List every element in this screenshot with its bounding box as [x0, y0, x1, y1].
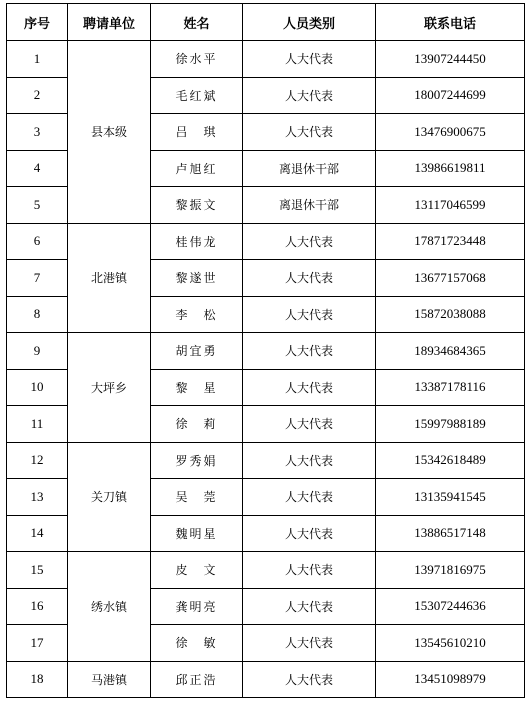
cell-category: 人大代表 [243, 515, 376, 552]
cell-index: 7 [7, 260, 68, 297]
cell-phone: 18007244699 [376, 77, 525, 114]
cell-phone: 13135941545 [376, 479, 525, 516]
cell-category: 人大代表 [243, 406, 376, 443]
header-index: 序号 [7, 4, 68, 41]
cell-phone: 13907244450 [376, 41, 525, 78]
header-unit: 聘请单位 [68, 4, 151, 41]
cell-index: 4 [7, 150, 68, 187]
cell-name: 吕 琪 [151, 114, 243, 151]
cell-index: 9 [7, 333, 68, 370]
cell-category: 人大代表 [243, 41, 376, 78]
cell-phone: 15872038088 [376, 296, 525, 333]
cell-category: 人大代表 [243, 296, 376, 333]
cell-name: 皮 文 [151, 552, 243, 589]
cell-index: 8 [7, 296, 68, 333]
cell-category: 人大代表 [243, 588, 376, 625]
cell-phone: 13451098979 [376, 661, 525, 698]
cell-category: 人大代表 [243, 552, 376, 589]
cell-category: 离退休干部 [243, 150, 376, 187]
cell-category: 人大代表 [243, 77, 376, 114]
cell-index: 16 [7, 588, 68, 625]
contact-table [6, 3, 525, 698]
cell-name: 黎遂世 [151, 260, 243, 297]
header-phone: 联系电话 [376, 4, 525, 41]
cell-index: 18 [7, 661, 68, 698]
cell-name: 罗秀娟 [151, 442, 243, 479]
cell-name: 吴 莞 [151, 479, 243, 516]
cell-category: 人大代表 [243, 442, 376, 479]
cell-category: 人大代表 [243, 333, 376, 370]
cell-index: 12 [7, 442, 68, 479]
cell-name: 徐 敏 [151, 625, 243, 662]
cell-unit: 关刀镇 [68, 442, 151, 552]
cell-name: 胡宜勇 [151, 333, 243, 370]
cell-phone: 13971816975 [376, 552, 525, 589]
table-body [7, 41, 525, 698]
cell-phone: 13545610210 [376, 625, 525, 662]
cell-name: 徐水平 [151, 41, 243, 78]
table-row [7, 661, 525, 698]
cell-index: 6 [7, 223, 68, 260]
table-row [7, 333, 525, 370]
cell-name: 魏明星 [151, 515, 243, 552]
cell-index: 2 [7, 77, 68, 114]
cell-phone: 17871723448 [376, 223, 525, 260]
table-row [7, 41, 525, 78]
cell-name: 毛红斌 [151, 77, 243, 114]
cell-category: 人大代表 [243, 625, 376, 662]
cell-name: 卢旭红 [151, 150, 243, 187]
cell-category: 人大代表 [243, 114, 376, 151]
cell-name: 李 松 [151, 296, 243, 333]
cell-unit: 北港镇 [68, 223, 151, 333]
table-row [7, 223, 525, 260]
cell-unit: 县本级 [68, 41, 151, 224]
table-header [7, 4, 525, 41]
cell-name: 黎振文 [151, 187, 243, 224]
cell-name: 桂伟龙 [151, 223, 243, 260]
cell-category: 离退休干部 [243, 187, 376, 224]
cell-index: 13 [7, 479, 68, 516]
header-name: 姓名 [151, 4, 243, 41]
cell-name: 邱正浩 [151, 661, 243, 698]
cell-phone: 15307244636 [376, 588, 525, 625]
cell-phone: 13387178116 [376, 369, 525, 406]
table-row [7, 552, 525, 589]
cell-phone: 13117046599 [376, 187, 525, 224]
cell-unit: 绣水镇 [68, 552, 151, 662]
cell-phone: 13886517148 [376, 515, 525, 552]
cell-index: 17 [7, 625, 68, 662]
cell-index: 14 [7, 515, 68, 552]
cell-category: 人大代表 [243, 260, 376, 297]
cell-category: 人大代表 [243, 661, 376, 698]
cell-name: 黎 星 [151, 369, 243, 406]
cell-name: 龚明亮 [151, 588, 243, 625]
document-page [6, 3, 524, 698]
cell-phone: 15997988189 [376, 406, 525, 443]
header-category: 人员类别 [243, 4, 376, 41]
cell-phone: 15342618489 [376, 442, 525, 479]
cell-unit: 大坪乡 [68, 333, 151, 443]
cell-index: 11 [7, 406, 68, 443]
cell-index: 5 [7, 187, 68, 224]
cell-phone: 13677157068 [376, 260, 525, 297]
cell-phone: 18934684365 [376, 333, 525, 370]
cell-category: 人大代表 [243, 369, 376, 406]
cell-phone: 13986619811 [376, 150, 525, 187]
cell-index: 10 [7, 369, 68, 406]
cell-index: 3 [7, 114, 68, 151]
cell-index: 1 [7, 41, 68, 78]
cell-index: 15 [7, 552, 68, 589]
cell-phone: 13476900675 [376, 114, 525, 151]
header-row [7, 4, 525, 41]
cell-name: 徐 莉 [151, 406, 243, 443]
cell-category: 人大代表 [243, 223, 376, 260]
cell-category: 人大代表 [243, 479, 376, 516]
table-row [7, 442, 525, 479]
cell-unit: 马港镇 [68, 661, 151, 698]
